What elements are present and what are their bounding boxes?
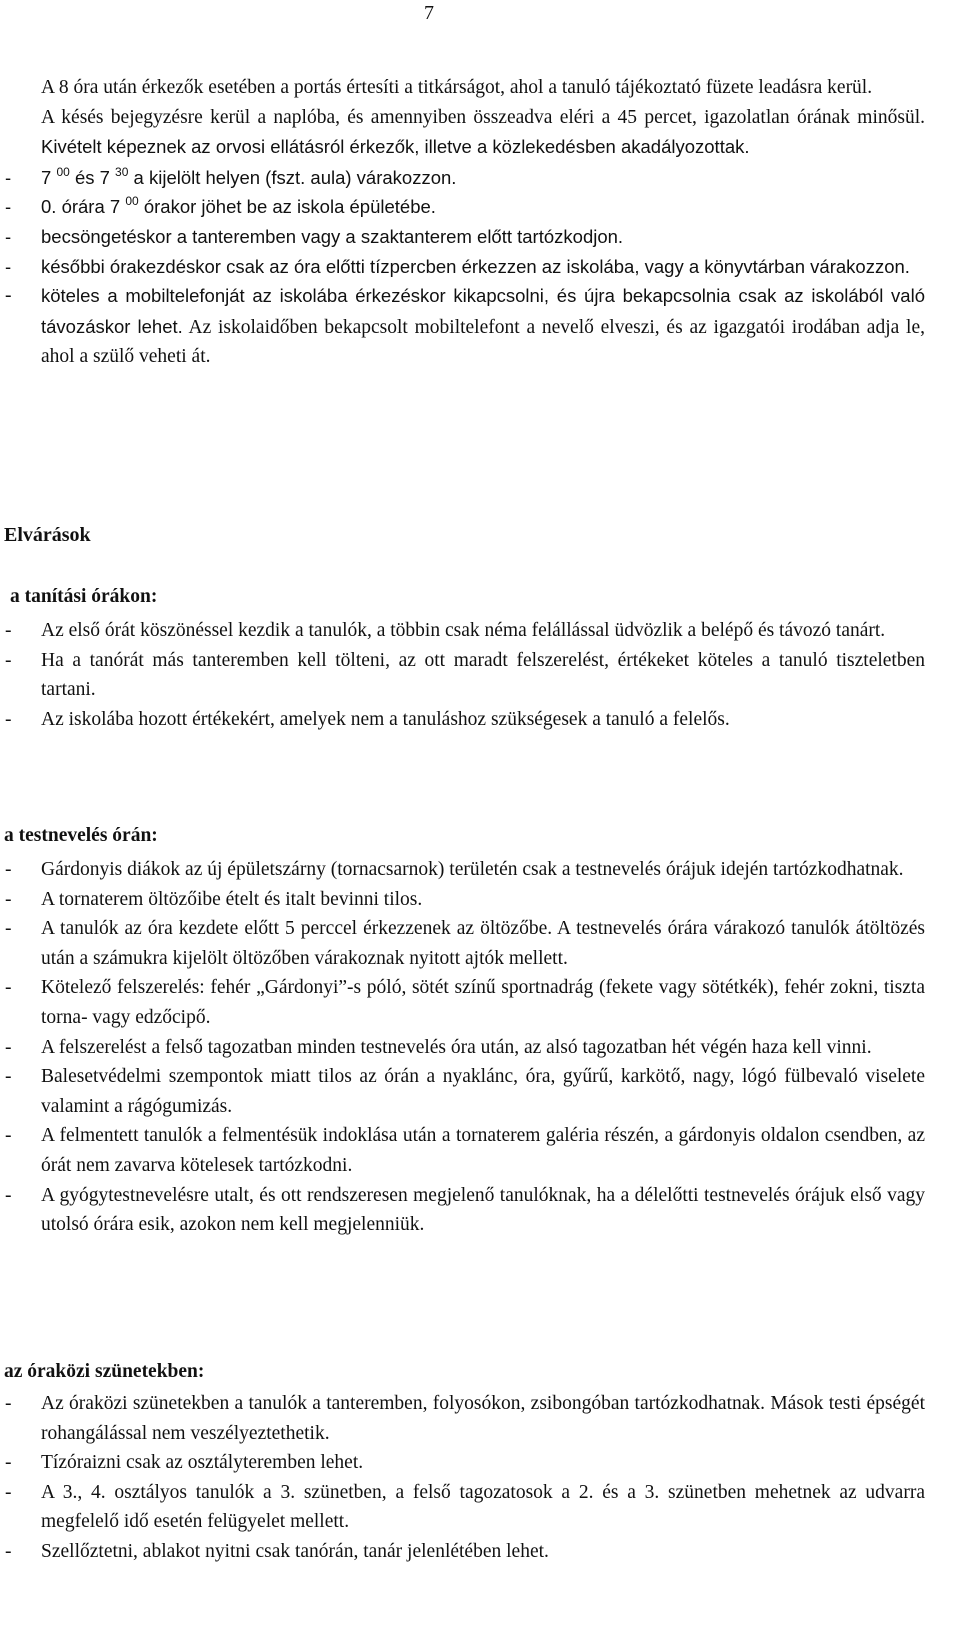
section1-item-text: Az első órát köszönéssel kezdik a tanulók, a többin csak néma felállással üdvözlik a belépő és távozó tanárt. xyxy=(41,620,886,641)
section2-item-text: Gárdonyis diákok az új épületszárny (tornacsarnok) területén csak a testnevelés órájuk idején tartózkodhatnak. xyxy=(41,859,904,880)
section-heading: Elvárások xyxy=(4,524,91,546)
section3-list xyxy=(5,1389,925,1567)
list-item: - 0. órára 7 $^{00}$ órakor jöhet be az iskola épületébe. xyxy=(5,194,436,218)
list-item: - Az óraközi szünetekben a tanulók a tanteremben, folyosókon, zsibongóban tartózkodhatnak. Mások testi épségét rohangálással nem veszélyeztethetik. xyxy=(5,1393,925,1444)
section3-item-text: A 3., 4. osztályos tanulók a 3. szünetben, a felső tagozatosok a 2. és a 3. szünetben mehetnek az udvarra megfelelő idő esetén felügyelet mellett. xyxy=(41,1481,925,1533)
intro-paragraph-2 xyxy=(41,103,925,163)
list-item: - Ha a tanórát más tanteremben kell tölteni, az ott maradt felszerelést, értékeket köteles a tanuló tiszteletben tartani. xyxy=(5,649,925,701)
list-item: - Tízóraizni csak az osztályteremben lehet. xyxy=(5,1452,364,1474)
list-item: - későbbi órakezdéskor csak az óra előtti tízpercben érkezzen az iskolába, vagy a könyvtárban várakozzon. xyxy=(5,255,910,277)
section2-item-text: A gyógytestnevelésre utalt, és ott rendszeresen megjelenő tanulóknak, ha a délelőtti testnevelés órájuk első vagy utolsó órára esik, azokon nem kell megjelenniük. xyxy=(41,1184,925,1236)
section2-title: a testnevelés órán: xyxy=(4,825,158,846)
section3-item-text: Szellőztetni, ablakot nyitni csak tanórán, tanár jelenlétében lehet. xyxy=(41,1540,549,1562)
rule1-part-b: és 7 xyxy=(74,166,110,188)
list-item: - Az első órát köszönéssel kezdik a tanulók, a többin csak néma felállással üdvözlik a belépő és távozó tanárt. xyxy=(5,620,886,641)
section2-item-text: A felmentett tanulók a felmentésük indoklása után a tornaterem galéria részén, a gárdonyis oldalon csendben, az órát nem zavarva kötelesek tartózkodni. xyxy=(41,1125,925,1176)
section2-list xyxy=(5,855,925,1240)
intro-block xyxy=(5,73,926,372)
intro-paragraph-2-b: Kivételt képeznek az orvosi ellátásról érkezők, illetve a közlekedésben akadályozottak. xyxy=(41,136,750,158)
section2-item-text: A tornaterem öltözőibe ételt és italt bevinni tilos. xyxy=(41,888,423,910)
section2-item-text: Balesetvédelmi szempontok miatt tilos az órán a nyaklánc, óra, gyűrű, karkötő, nagy, lógó fülbevaló viselete valamint a rágógumizás. xyxy=(41,1066,925,1117)
list-item: - A tornaterem öltözőibe ételt és italt bevinni tilos. xyxy=(5,888,423,910)
rule1-part-a: 7 xyxy=(41,166,52,188)
rule5-text-a: köteles a mobiltelefonját az iskolába érkezéskor kikapcsolni, és újra bekapcsolnia csak az iskolából való távozáskor lehet. xyxy=(41,285,925,337)
list-item: - A tanulók az óra kezdete előtt 5 perccel érkezzenek az öltözőbe. A testnevelés órára várakozó tanulók átöltözés után a számukra kijelölt öltözőben várakoznak nyitott ajtók mellett. xyxy=(5,918,925,969)
section2-item-text: Kötelező felszerelés: fehér „Gárdonyi”-s póló, sötét színű sportnadrág (fekete vagy sötétkék), fehér zokni, tiszta torna- vagy edzőcipő. xyxy=(41,977,925,1028)
rule5-text-b: Az iskolaidőben bekapcsolt mobiltelefont a nevelő elveszi, és az igazgatói irodában adja le, ahol a szülő veheti át. xyxy=(41,316,926,368)
rule3-text: becsöngetéskor a tanteremben vagy a szaktanterem előtt tartózkodjon. xyxy=(41,225,624,247)
rule2-part-b: órakor jöhet be az iskola épületébe. xyxy=(143,196,436,218)
section2-item-text: A tanulók az óra kezdete előtt 5 perccel érkezzenek az öltözőbe. A testnevelés órára várakozó tanulók átöltözés után a számukra kijelölt öltözőben várakoznak nyitott ajtók mellett. xyxy=(41,918,925,969)
rule2-part-a: 0. órára 7 xyxy=(41,196,121,218)
rule2-sup1: 00 xyxy=(125,194,139,209)
list-item: - Kötelező felszerelés: fehér „Gárdonyi”-s póló, sötét színű sportnadrág (fekete vagy sötétkék), fehér zokni, tiszta torna- vagy edzőcipő. xyxy=(5,977,925,1028)
list-item: - A felszerelést a felső tagozatban minden testnevelés óra után, az alsó tagozatban hét végén haza kell vinni. xyxy=(5,1036,872,1058)
list-item: - Gárdonyis diákok az új épületszárny (tornacsarnok) területén csak a testnevelés órájuk idején tartózkodhatnak. xyxy=(5,859,904,880)
intro-paragraph-1: A 8 óra után érkezők esetében a portás értesíti a titkárságot, ahol a tanuló tájékoztató füzete leadásra kerül. xyxy=(41,77,873,98)
list-item: - köteles a mobiltelefonját az iskolába érkezéskor kikapcsolni, és újra bekapcsolnia csak az iskolából való távozáskor lehet. Az iskolaidőben bekapcsolt mobiltelefont a nevelő elveszi, és az igazgatói irodában adja le, ahol a szülő veheti át. xyxy=(5,285,926,368)
section3-item-text: Az óraközi szünetekben a tanulók a tanteremben, folyosókon, zsibongóban tartózkodhatnak. Mások testi épségét rohangálással nem veszélyeztethetik. xyxy=(41,1393,925,1444)
rule1-part-c: a kijelölt helyen (fszt. aula) várakozzon. xyxy=(133,166,457,188)
list-item: - 7 $^{00}$ és 7 $^{30}$ a kijelölt helyen (fszt. aula) várakozzon. xyxy=(5,164,457,188)
rule4-text: későbbi órakezdéskor csak az óra előtti tízpercben érkezzen az iskolába, vagy a könyvtárban várakozzon. xyxy=(41,255,910,277)
page-number: 7 xyxy=(424,2,434,24)
arrival-rules-list xyxy=(5,163,926,372)
list-item: - Az iskolába hozott értékekért, amelyek nem a tanuláshoz szükségesek a tanuló a felelős. xyxy=(5,708,730,730)
list-item: - A 3., 4. osztályos tanulók a 3. szünetben, a felső tagozatosok a 2. és a 3. szünetben mehetnek az udvarra megfelelő idő esetén felügyelet mellett. xyxy=(5,1481,925,1533)
section2-item-text: A felszerelést a felső tagozatban minden testnevelés óra után, az alsó tagozatban hét végén haza kell vinni. xyxy=(41,1036,872,1058)
list-item: - Balesetvédelmi szempontok miatt tilos az órán a nyaklánc, óra, gyűrű, karkötő, nagy, lógó fülbevaló viselete valamint a rágógumizás. xyxy=(5,1066,925,1117)
section1-item-text: Az iskolába hozott értékekért, amelyek nem a tanuláshoz szükségesek a tanuló a felelős. xyxy=(41,708,730,730)
list-item: - becsöngetéskor a tanteremben vagy a szaktanterem előtt tartózkodjon. xyxy=(5,225,624,247)
intro-paragraph-2-a: A késés bejegyzésre kerül a naplóba, és amennyiben összeadva eléri a 45 percet, igazolatlan órának minősül. xyxy=(41,106,925,128)
rule1-sup2: 30 xyxy=(115,164,129,179)
section3-item-text: Tízóraizni csak az osztályteremben lehet. xyxy=(41,1452,364,1474)
list-item: - A felmentett tanulók a felmentésük indoklása után a tornaterem galéria részén, a gárdonyis oldalon csendben, az órát nem zavarva kötelesek tartózkodni. xyxy=(5,1125,925,1176)
section1-list xyxy=(5,616,925,734)
section1-item-text: Ha a tanórát más tanteremben kell tölteni, az ott maradt felszerelést, értékeket köteles a tanuló tiszteletben tartani. xyxy=(41,649,925,701)
rule1-sup1: 00 xyxy=(56,164,70,179)
section1-title: a tanítási órákon: xyxy=(10,586,158,607)
list-item: - A gyógytestnevelésre utalt, és ott rendszeresen megjelenő tanulóknak, ha a délelőtti testnevelés órájuk első vagy utolsó órára esik, azokon nem kell megjelenniük. xyxy=(5,1184,925,1236)
list-item: - Szellőztetni, ablakot nyitni csak tanórán, tanár jelenlétében lehet. xyxy=(5,1540,549,1562)
section3-title: az óraközi szünetekben: xyxy=(4,1361,205,1382)
